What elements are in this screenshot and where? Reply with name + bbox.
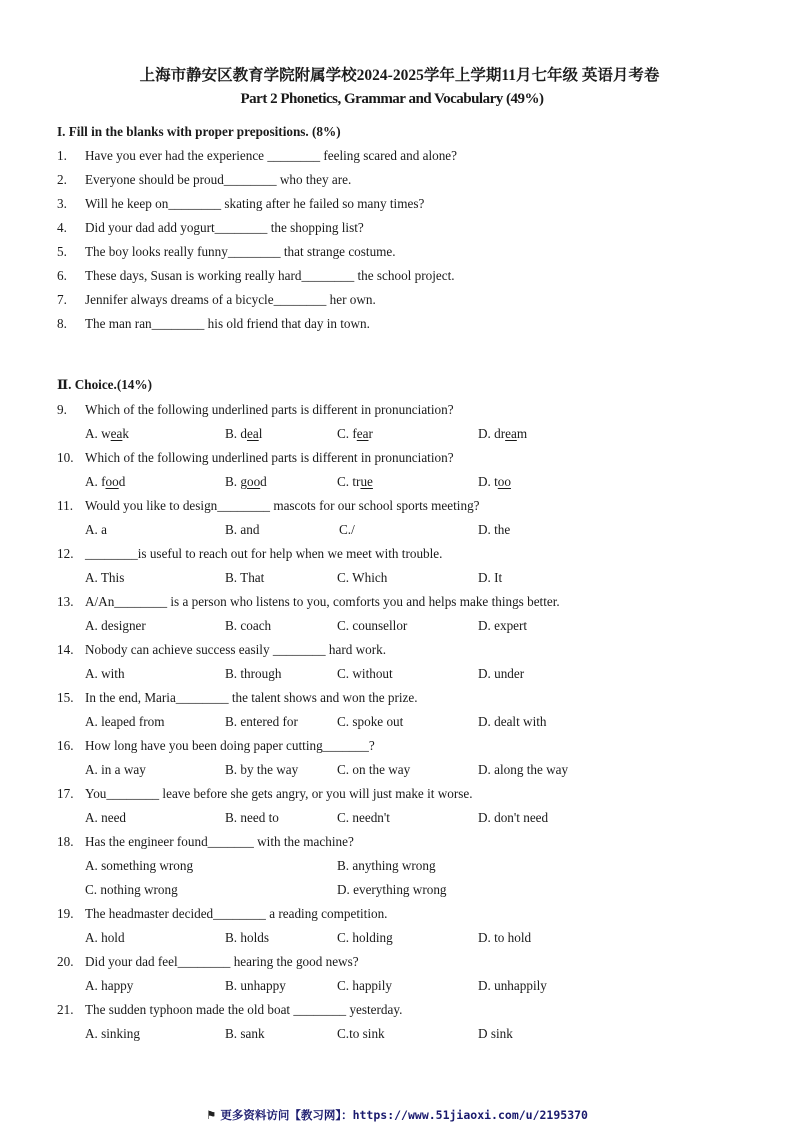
question-number: 21. bbox=[57, 1002, 74, 1017]
option-d: D. expert bbox=[478, 618, 528, 633]
option-a: A. sinking bbox=[85, 1026, 140, 1041]
option-c: C. fear bbox=[337, 426, 373, 441]
question-number: 8. bbox=[57, 316, 67, 331]
question-text: The sudden typhoon made the old boat ________ yesterday. bbox=[85, 1002, 403, 1017]
option-c: C. counsellor bbox=[337, 618, 408, 633]
underlined-part: ea bbox=[505, 426, 517, 441]
question-text: The man ran________ his old friend that day in town. bbox=[85, 316, 370, 331]
question-text: In the end, Maria________ the talent shows and won the prize. bbox=[85, 690, 418, 705]
option-d: D. along the way bbox=[478, 762, 569, 777]
option-b: B. good bbox=[225, 474, 267, 489]
question-text: Would you like to design________ mascots for our school sports meeting? bbox=[85, 498, 480, 513]
question-number: 13. bbox=[57, 594, 74, 609]
option-c: C. needn't bbox=[337, 810, 390, 825]
option-d: D. It bbox=[478, 570, 503, 585]
option-a: A. in a way bbox=[85, 762, 146, 777]
question-number: 12. bbox=[57, 546, 74, 561]
underlined-part: oo bbox=[246, 474, 261, 489]
question-number: 17. bbox=[57, 786, 74, 801]
question-number: 11. bbox=[57, 498, 73, 513]
question-text: How long have you been doing paper cutting_______? bbox=[85, 738, 375, 753]
question-number: 3. bbox=[57, 196, 67, 211]
option-b: B. unhappy bbox=[225, 978, 286, 993]
option-c: C. without bbox=[337, 666, 393, 681]
question-text: ________is useful to reach out for help when we meet with trouble. bbox=[85, 546, 443, 561]
question-number: 9. bbox=[57, 402, 67, 417]
question-number: 5. bbox=[57, 244, 67, 259]
question-number: 7. bbox=[57, 292, 67, 307]
option-b: B. need to bbox=[225, 810, 279, 825]
option-d: D. unhappily bbox=[478, 978, 547, 993]
option-b: B. through bbox=[225, 666, 282, 681]
option-b: B. entered for bbox=[225, 714, 298, 729]
question-text: Which of the following underlined parts is different in pronunciation? bbox=[85, 402, 454, 417]
question-number: 6. bbox=[57, 268, 67, 283]
option-d: D sink bbox=[478, 1026, 513, 1041]
question-number: 10. bbox=[57, 450, 74, 465]
option-a: A. food bbox=[85, 474, 126, 489]
option-d: D. too bbox=[478, 474, 511, 489]
option-a: A. weak bbox=[85, 426, 129, 441]
question-text: A/An________ is a person who listens to you, comforts you and helps make things better. bbox=[85, 594, 560, 609]
option-b: B. by the way bbox=[225, 762, 299, 777]
option-d: D. the bbox=[478, 522, 511, 537]
question-number: 20. bbox=[57, 954, 74, 969]
question-text: Have you ever had the experience ________ feeling scared and alone? bbox=[85, 148, 458, 163]
option-a: A. with bbox=[85, 666, 125, 681]
question-text: Has the engineer found_______ with the machine? bbox=[85, 834, 354, 849]
question-text: Which of the following underlined parts is different in pronunciation? bbox=[85, 450, 454, 465]
option-d: D. dream bbox=[478, 426, 528, 441]
footer-link[interactable]: 更多资料访问【教习网】：https://www.51jiaoxi.com/u/2195370 bbox=[220, 1108, 588, 1122]
question-text: Will he keep on________ skating after he failed so many times? bbox=[85, 196, 425, 211]
option-c: C. happily bbox=[337, 978, 392, 993]
option-b: B. deal bbox=[225, 426, 263, 441]
question-number: 18. bbox=[57, 834, 74, 849]
question-number: 14. bbox=[57, 642, 74, 657]
question-number: 16. bbox=[57, 738, 74, 753]
underlined-part: ea bbox=[356, 426, 369, 441]
question-number: 19. bbox=[57, 906, 74, 921]
option-c: C. spoke out bbox=[337, 714, 404, 729]
option-b: B. holds bbox=[225, 930, 269, 945]
question-text: You________ leave before she gets angry, or you will just make it worse. bbox=[85, 786, 473, 801]
underlined-part: oo bbox=[105, 474, 119, 489]
flag-icon: ⚑ bbox=[206, 1108, 217, 1122]
section-1-heading: I. Fill in the blanks with proper prepositions. (8%) bbox=[57, 124, 341, 139]
question-text: The headmaster decided________ a reading competition. bbox=[85, 906, 388, 921]
underlined-part: ea bbox=[246, 426, 259, 441]
underlined-part: oo bbox=[497, 474, 511, 489]
question-number: 4. bbox=[57, 220, 67, 235]
question-text: These days, Susan is working really hard________ the school project. bbox=[85, 268, 455, 283]
underlined-part: ea bbox=[110, 426, 123, 441]
option-c: C. Which bbox=[337, 570, 388, 585]
question-number: 1. bbox=[57, 148, 67, 163]
option-d: D. everything wrong bbox=[337, 882, 447, 897]
option-b: B. coach bbox=[225, 618, 272, 633]
option-d: D. to hold bbox=[478, 930, 532, 945]
option-d: D. dealt with bbox=[478, 714, 547, 729]
question-text: The boy looks really funny________ that strange costume. bbox=[85, 244, 396, 259]
option-a: A. a bbox=[85, 522, 107, 537]
question-text: Everyone should be proud________ who they are. bbox=[85, 172, 352, 187]
page-title: 上海市静安区教育学院附属学校2024-2025学年上学期11月七年级 英语月考卷 bbox=[139, 67, 660, 84]
option-c: C. nothing wrong bbox=[85, 882, 178, 897]
option-b: B. That bbox=[225, 570, 265, 585]
question-number: 2. bbox=[57, 172, 67, 187]
question-number: 15. bbox=[57, 690, 74, 705]
option-c: C. true bbox=[337, 474, 373, 489]
option-a: A. hold bbox=[85, 930, 125, 945]
option-c: C. holding bbox=[337, 930, 393, 945]
option-a: A. happy bbox=[85, 978, 134, 993]
option-c: C./ bbox=[339, 522, 355, 537]
option-a: A. something wrong bbox=[85, 858, 194, 873]
question-text: Nobody can achieve success easily ________ hard work. bbox=[85, 642, 387, 657]
option-a: A. designer bbox=[85, 618, 146, 633]
question-text: Did your dad feel________ hearing the good news? bbox=[85, 954, 359, 969]
option-c: C.to sink bbox=[337, 1026, 385, 1041]
part-subtitle: Part 2 Phonetics, Grammar and Vocabulary (49%) bbox=[240, 91, 544, 107]
option-b: B. anything wrong bbox=[337, 858, 436, 873]
option-a: A. leaped from bbox=[85, 714, 165, 729]
underlined-part: ue bbox=[360, 474, 373, 489]
option-d: D. under bbox=[478, 666, 525, 681]
option-a: A. need bbox=[85, 810, 127, 825]
option-c: C. on the way bbox=[337, 762, 411, 777]
option-b: B. and bbox=[225, 522, 260, 537]
question-text: Jennifer always dreams of a bicycle________ her own. bbox=[85, 292, 376, 307]
option-b: B. sank bbox=[225, 1026, 265, 1041]
question-text: Did your dad add yogurt________ the shopping list? bbox=[85, 220, 364, 235]
section-2-heading: Ⅱ. Choice.(14%) bbox=[57, 377, 152, 392]
option-a: A. This bbox=[85, 570, 125, 585]
option-d: D. don't need bbox=[478, 810, 549, 825]
footer bbox=[0, 1107, 794, 1123]
